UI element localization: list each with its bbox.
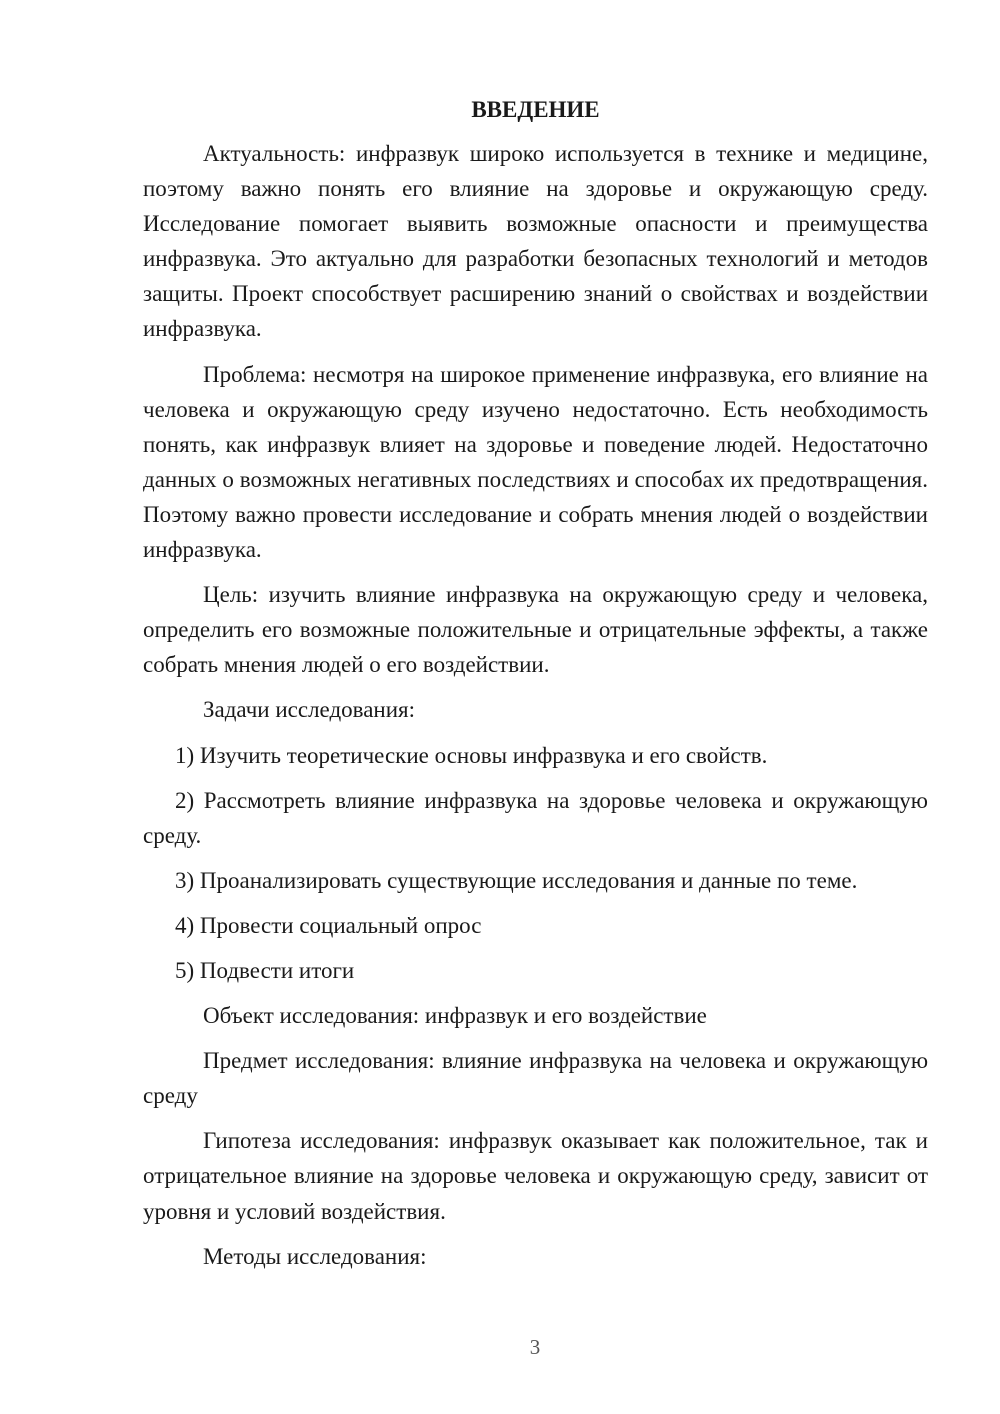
- page-number: 3: [529, 1335, 541, 1359]
- methods-heading: Методы исследования:: [203, 1243, 427, 1269]
- task-item-1: 1) Изучить теоретические основы инфразвука и его свойств.: [175, 742, 768, 768]
- task-item-5: 5) Подвести итоги: [175, 957, 355, 983]
- paragraph-subject: Предмет исследования: влияние инфразвука на человека и окружающую среду: [143, 1048, 928, 1109]
- section-title: ВВЕДЕНИЕ: [471, 97, 600, 122]
- task-item-2: 2) Рассмотреть влияние инфразвука на здоровье человека и окружающую среду.: [143, 787, 928, 848]
- paragraph-goal: Цель: изучить влияние инфразвука на окружающую среду и человека, определить его возможные положительные и отрицательные эффекты, а также собрать мнения людей о его воздействии.: [143, 582, 928, 678]
- paragraph-object: Объект исследования: инфразвук и его воздействие: [203, 1003, 707, 1029]
- document-page: [143, 92, 928, 1284]
- task-item-3: 3) Проанализировать существующие исследования и данные по теме.: [175, 867, 858, 893]
- task-item-4: 4) Провести социальный опрос: [175, 912, 482, 938]
- paragraph-hypothesis: Гипотеза исследования: инфразвук оказывает как положительное, так и отрицательное влияние на здоровье человека и окружающую среду, зависит от уровня и условий воздействия.: [143, 1128, 928, 1224]
- tasks-heading: Задачи исследования:: [203, 697, 416, 723]
- paragraph-relevance: Актуальность: инфразвук широко используется в технике и медицине, поэтому важно понять его влияние на здоровье и окружающую среду. Исследование помогает выявить возможные опасности и преимущества инфразвука. Это актуально для разработки безопасных технологий и методов защиты. Проект способствует расширению знаний о свойствах и воздействии инфразвука.: [143, 141, 928, 342]
- paragraph-problem: Проблема: несмотря на широкое применение инфразвука, его влияние на человека и окружающую среду изучено недостаточно. Есть необходимость понять, как инфразвук влияет на здоровье и поведение людей. Недостаточно данных о возможных негативных последствиях и способах их предотвращения. Поэтому важно провести исследование и собрать мнения людей о воздействии инфразвука.: [143, 361, 928, 563]
